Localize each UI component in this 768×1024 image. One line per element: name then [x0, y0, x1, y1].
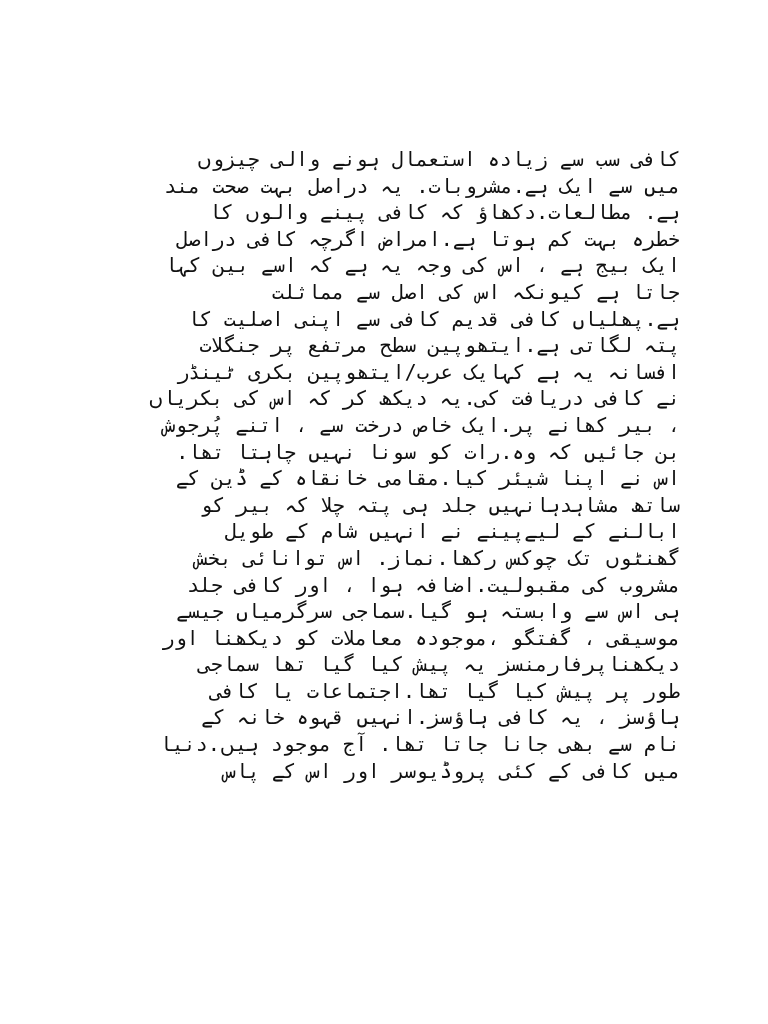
body-text — [88, 146, 680, 784]
text-line: ایک بیج ہے ، اس کی وجہ یہ ہے کہ اسے بین کہا — [165, 253, 680, 278]
text-line: دیکھناپرفارمنسز یہ پیش کیا گیا تھا سماجی — [198, 652, 680, 677]
text-line: ہاؤسز ، یہ کافی ہاؤسز.انہیں قہوہ خانہ کے — [201, 705, 680, 730]
text-line: ہی اس سے وابستہ ہو گیا.سماجی سرگرمیاں جیسے — [176, 599, 680, 624]
text-line: موسیقی ، گفتگو ،موجودہ معاملات کو دیکھنا اور — [162, 625, 680, 650]
text-line: نے کافی دریافت کی.یہ دیکھ کر کہ اس کی بکریاں — [148, 386, 680, 411]
text-line: ساتھ مشاہدہانہیں جلد ہی پتہ چلا کہ بیر کو — [200, 492, 680, 517]
text-line: کافی سب سے زیادہ استعمال ہونے والی چیزوں — [197, 147, 680, 171]
text-line: ہے.پھلیاں کافی قدیم کافی سے اپنی اصلیت کا — [187, 306, 680, 331]
text-line: ، بیر کھانے پر.ایک خاص درخت سے ، اتنے پُرجوش — [163, 412, 680, 437]
text-line: خطرہ بہت کم ہوتا ہے.امراض اگرچہ کافی دراصل — [176, 226, 680, 251]
text-line: نام سے بھی جانا جاتا تھا. آج موجود ہیں.دنیا — [159, 732, 680, 757]
text-line: میں سے ایک ہے.مشروبات. یہ دراصل بہت صحت مند — [164, 173, 680, 198]
text-line: ابالنے کے لیےپینے نے انہیں شام کے طویل — [225, 519, 680, 544]
text-line: افسانہ یہ ہے کہایک عرب/ایتھوپین بکری ٹینڈر — [177, 359, 680, 384]
text-line: جاتا ہے کیونکہ اس کی اصل سے مماثلت — [271, 279, 680, 304]
text-line: مشروب کی مقبولیت.اضافہ ہوا ، اور کافی جلد — [186, 572, 680, 597]
text-line: میں کافی کے کئی پروڈیوسر اور اس کے پاس — [223, 758, 680, 783]
text-line: ہے. مطالعات.دکھاؤ کہ کافی پینے والوں کا — [209, 200, 680, 225]
text-line: اس نے اپنا شیئر کیا.مقامی خانقاہ کے ڈین کے — [175, 466, 680, 491]
text-line: بن جائیں کہ وہ.رات کو سونا نہیں چاہتا تھا. — [176, 439, 680, 464]
text-line: گھنٹوں تک چوکس رکھا.نماز. اس توانائی بخش — [195, 545, 680, 570]
text-line: طور پر پیش کیا گیا تھا.اجتماعات یا کافی — [210, 678, 680, 703]
text-line: پتہ لگاتی ہے.ایتھوپین سطح مرتفع پر جنگلات — [199, 333, 680, 358]
